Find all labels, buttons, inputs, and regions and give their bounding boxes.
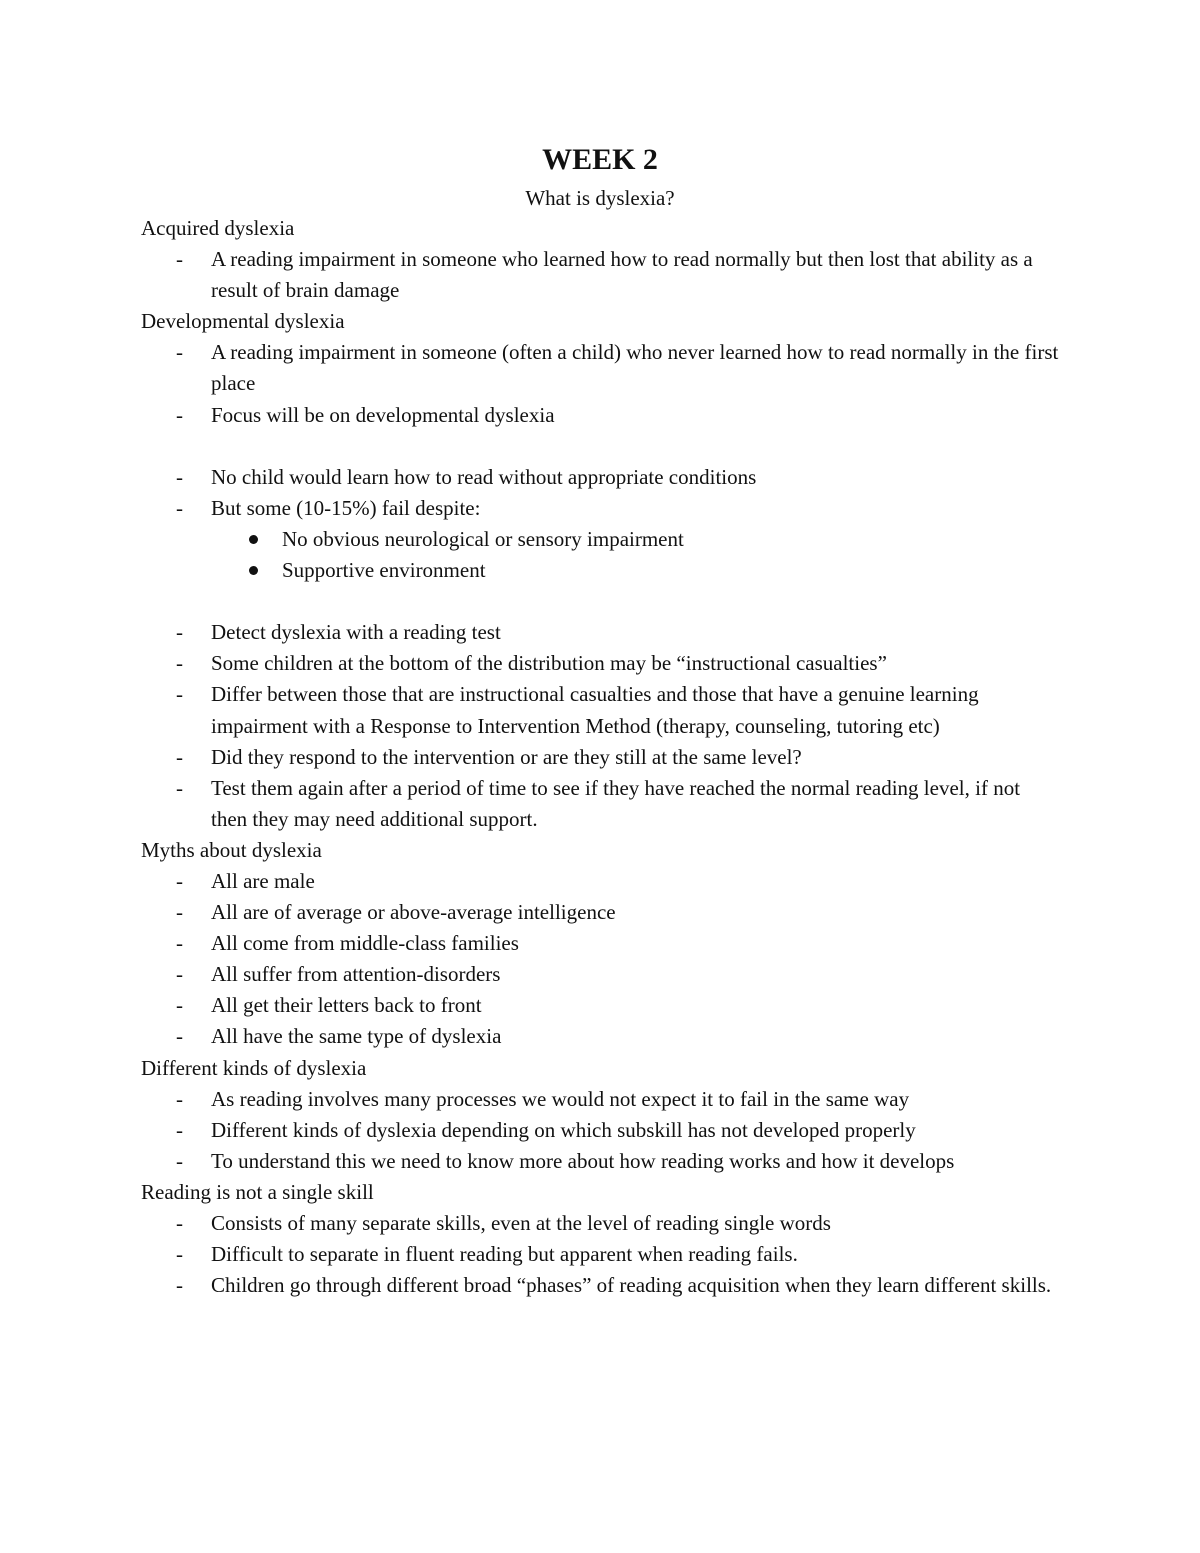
conditions-list	[141, 462, 1061, 586]
sublist-item: No obvious neurological or sensory impairment	[282, 524, 1061, 555]
list-item-text: But some (10-15%) fail despite:	[211, 495, 481, 520]
list-item: - All come from middle-class families	[211, 928, 1061, 959]
list-item: - Children go through different broad “phases” of reading acquisition when they learn different skills.	[211, 1270, 1061, 1301]
kinds-list	[141, 1084, 1061, 1177]
list-item: - All get their letters back to front	[211, 990, 1061, 1021]
list-item: - To understand this we need to know more about how reading works and how it develops	[211, 1146, 1061, 1177]
page-title: WEEK 2	[542, 143, 658, 176]
list-item: - All suffer from attention-disorders	[211, 959, 1061, 990]
list-item: - Different kinds of dyslexia depending on which subskill has not developed properly	[211, 1115, 1061, 1146]
section-heading-acquired: Acquired dyslexia	[141, 216, 295, 240]
list-item: - Test them again after a period of time to see if they have reached the normal reading level, if not then they may need additional support.	[211, 773, 1061, 835]
list-item	[211, 493, 1061, 586]
list-item: - As reading involves many processes we would not expect it to fail in the same way	[211, 1084, 1061, 1115]
list-item: - Detect dyslexia with a reading test	[211, 617, 1061, 648]
document-body	[141, 213, 1061, 1301]
list-item: - A reading impairment in someone (often a child) who never learned how to read normally in the first place	[211, 337, 1061, 399]
myths-list	[141, 866, 1061, 1053]
blank-line	[141, 431, 1061, 462]
blank-line	[141, 586, 1061, 617]
conditions-sublist	[211, 524, 1061, 586]
page-subtitle: What is dyslexia?	[525, 186, 675, 210]
list-item: - Difficult to separate in fluent reading but apparent when reading fails.	[211, 1239, 1061, 1270]
detection-list	[141, 617, 1061, 835]
list-item: - All are male	[211, 866, 1061, 897]
list-item: - A reading impairment in someone who learned how to read normally but then lost that ability as a result of brain damage	[211, 244, 1061, 306]
list-item: - Consists of many separate skills, even at the level of reading single words	[211, 1208, 1061, 1239]
skill-list	[141, 1208, 1061, 1301]
acquired-list	[141, 244, 1061, 306]
section-heading-developmental: Developmental dyslexia	[141, 309, 345, 334]
list-item: - Differ between those that are instructional casualties and those that have a genuine learning impairment with a Response to Intervention Method (therapy, counseling, tutoring etc)	[211, 679, 1061, 741]
section-heading-myths: Myths about dyslexia	[141, 837, 322, 862]
section-heading-skill: Reading is not a single skill	[141, 1179, 374, 1204]
list-item: - Did they respond to the intervention or are they still at the same level?	[211, 742, 1061, 773]
section-heading-kinds: Different kinds of dyslexia	[141, 1055, 367, 1080]
list-item: - No child would learn how to read without appropriate conditions	[211, 462, 1061, 493]
developmental-list	[141, 337, 1061, 430]
list-item: - Focus will be on developmental dyslexia	[211, 400, 1061, 431]
list-item: - Some children at the bottom of the distribution may be “instructional casualties”	[211, 648, 1061, 679]
list-item: - All are of average or above-average intelligence	[211, 897, 1061, 928]
list-item: - All have the same type of dyslexia	[211, 1021, 1061, 1052]
sublist-item: Supportive environment	[282, 555, 1061, 586]
